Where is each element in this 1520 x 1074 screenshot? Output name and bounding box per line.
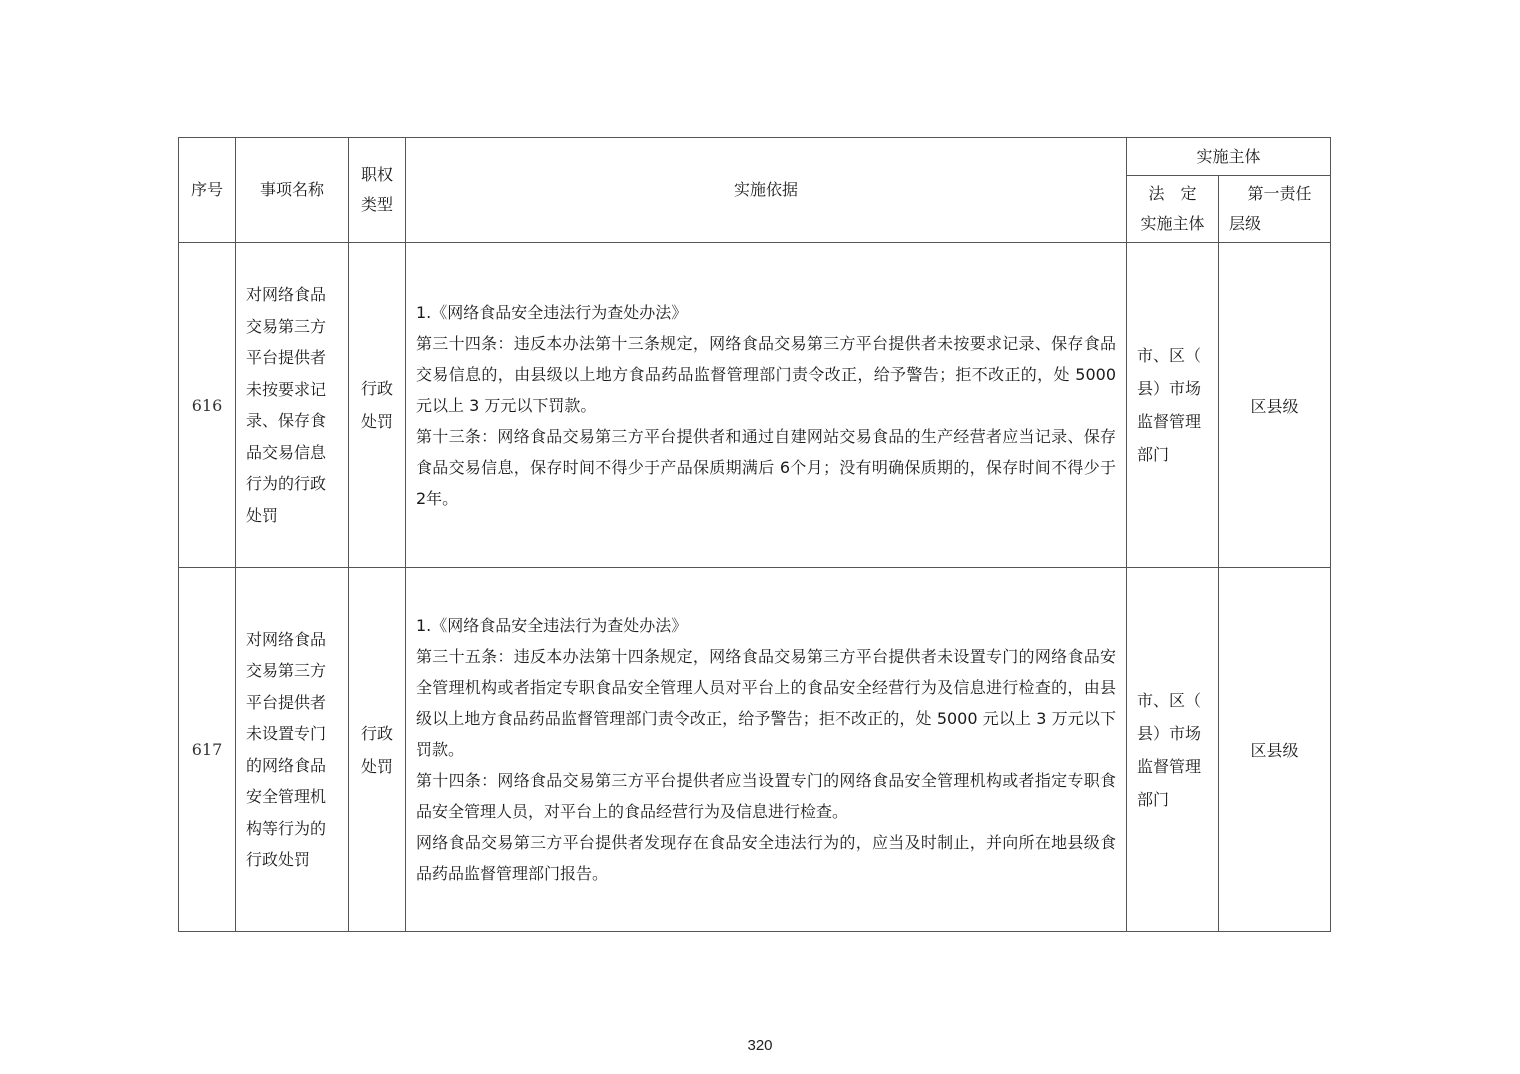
legal-subject-line: 县）市场 — [1137, 379, 1202, 398]
item-name-line: 的网络食品 — [246, 755, 327, 775]
header-legal-subject-line2: 实施主体 — [1140, 214, 1205, 233]
header-basis: 实施依据 — [406, 138, 1127, 243]
legal-subject-line: 部门 — [1137, 445, 1170, 464]
item-name-line: 对网络食品 — [246, 629, 327, 649]
enforcement-items-table — [178, 137, 1331, 932]
item-name-line: 未按要求记 — [246, 379, 327, 399]
legal-subject-line: 市、区（ — [1137, 346, 1202, 365]
basis-paragraph: 第三十五条：违反本办法第十四条规定，网络食品交易第三方平台提供者未设置专门的网络食品安全管理机构或者指定专职食品安全管理人员对平台上的食品安全经营行为及信息进行检查的，由县级以上地方食品药品监督管理部门责令改正，给予警告；拒不改正的，处 5000 元以上 3 万元以下罚款。 — [416, 647, 1116, 759]
basis-paragraph: 1.《网络食品安全违法行为查处办法》 — [416, 616, 688, 635]
item-name-line: 安全管理机 — [246, 787, 327, 806]
item-name-line: 对网络食品 — [246, 285, 327, 304]
item-name-line: 交易第三方 — [246, 661, 327, 680]
row-basis — [406, 243, 1127, 568]
row-basis — [406, 568, 1127, 932]
header-legal-subject — [1127, 176, 1219, 243]
row-responsibility-level: 区县级 — [1219, 568, 1331, 932]
row-authority-type — [349, 568, 406, 932]
basis-paragraph: 1.《网络食品安全违法行为查处办法》 — [416, 302, 688, 322]
item-name-line: 处罚 — [246, 505, 279, 525]
item-name-line: 录、保存食 — [246, 411, 327, 430]
authority-type-line: 处罚 — [360, 756, 393, 776]
header-responsibility-level — [1219, 176, 1331, 243]
item-name-line: 品交易信息 — [246, 442, 327, 462]
header-responsibility-level-line2: 层级 — [1229, 214, 1262, 233]
row-seq: 617 — [179, 568, 236, 932]
basis-paragraph: 第十四条：网络食品交易第三方平台提供者应当设置专门的网络食品安全管理机构或者指定专职食品安全管理人员，对平台上的食品经营行为及信息进行检查。 — [416, 771, 1116, 821]
row-seq: 616 — [179, 243, 236, 568]
item-name-line: 未设置专门 — [246, 724, 327, 743]
header-authority-type — [349, 138, 406, 243]
header-authority-type-line1: 职权 — [360, 165, 393, 184]
row-legal-subject — [1127, 568, 1219, 932]
legal-subject-line: 部门 — [1137, 789, 1170, 809]
item-name-line: 行为的行政 — [246, 474, 327, 493]
item-name-line: 交易第三方 — [246, 316, 327, 336]
item-name-line: 行政处罚 — [246, 850, 311, 869]
row-responsibility-level: 区县级 — [1219, 243, 1331, 568]
header-legal-subject-line1: 法 定 — [1148, 184, 1197, 203]
legal-subject-line: 市、区（ — [1137, 690, 1202, 710]
row-item-name — [236, 568, 349, 932]
legal-subject-line: 监督管理 — [1137, 412, 1202, 431]
row-legal-subject — [1127, 243, 1219, 568]
header-item-name: 事项名称 — [236, 138, 349, 243]
basis-paragraph: 第三十四条：违反本办法第十三条规定，网络食品交易第三方平台提供者未按要求记录、保存食品交易信息的，由县级以上地方食品药品监督管理部门责令改正，给予警告；拒不改正的，处 5000 元以上 3 万元以下罚款。 — [416, 333, 1116, 415]
header-authority-type-line2: 类型 — [360, 195, 393, 214]
item-name-line: 平台提供者 — [246, 348, 327, 367]
row-item-name — [236, 243, 349, 568]
table-row — [179, 568, 1331, 932]
table-row — [179, 243, 1331, 568]
basis-paragraph: 网络食品交易第三方平台提供者发现存在食品安全违法行为的，应当及时制止，并向所在地县级食品药品监督管理部门报告。 — [416, 833, 1116, 883]
legal-subject-line: 监督管理 — [1137, 756, 1202, 776]
page-number: 320 — [747, 1037, 773, 1054]
item-name-line: 构等行为的 — [246, 818, 327, 838]
row-authority-type — [349, 243, 406, 568]
legal-subject-line: 县）市场 — [1137, 723, 1202, 743]
authority-type-line: 处罚 — [360, 412, 393, 431]
basis-paragraph: 第十三条：网络食品交易第三方平台提供者和通过自建网站交易食品的生产经营者应当记录、保存食品交易信息，保存时间不得少于产品保质期满后 6个月；没有明确保质期的，保存时间不得少于 2年。 — [416, 426, 1116, 508]
header-subject-group: 实施主体 — [1127, 138, 1331, 176]
authority-type-line: 行政 — [360, 379, 393, 398]
header-seq: 序号 — [179, 138, 236, 243]
item-name-line: 平台提供者 — [246, 692, 327, 712]
authority-type-line: 行政 — [360, 723, 393, 743]
header-responsibility-level-line1: 第一责任 — [1247, 184, 1312, 203]
